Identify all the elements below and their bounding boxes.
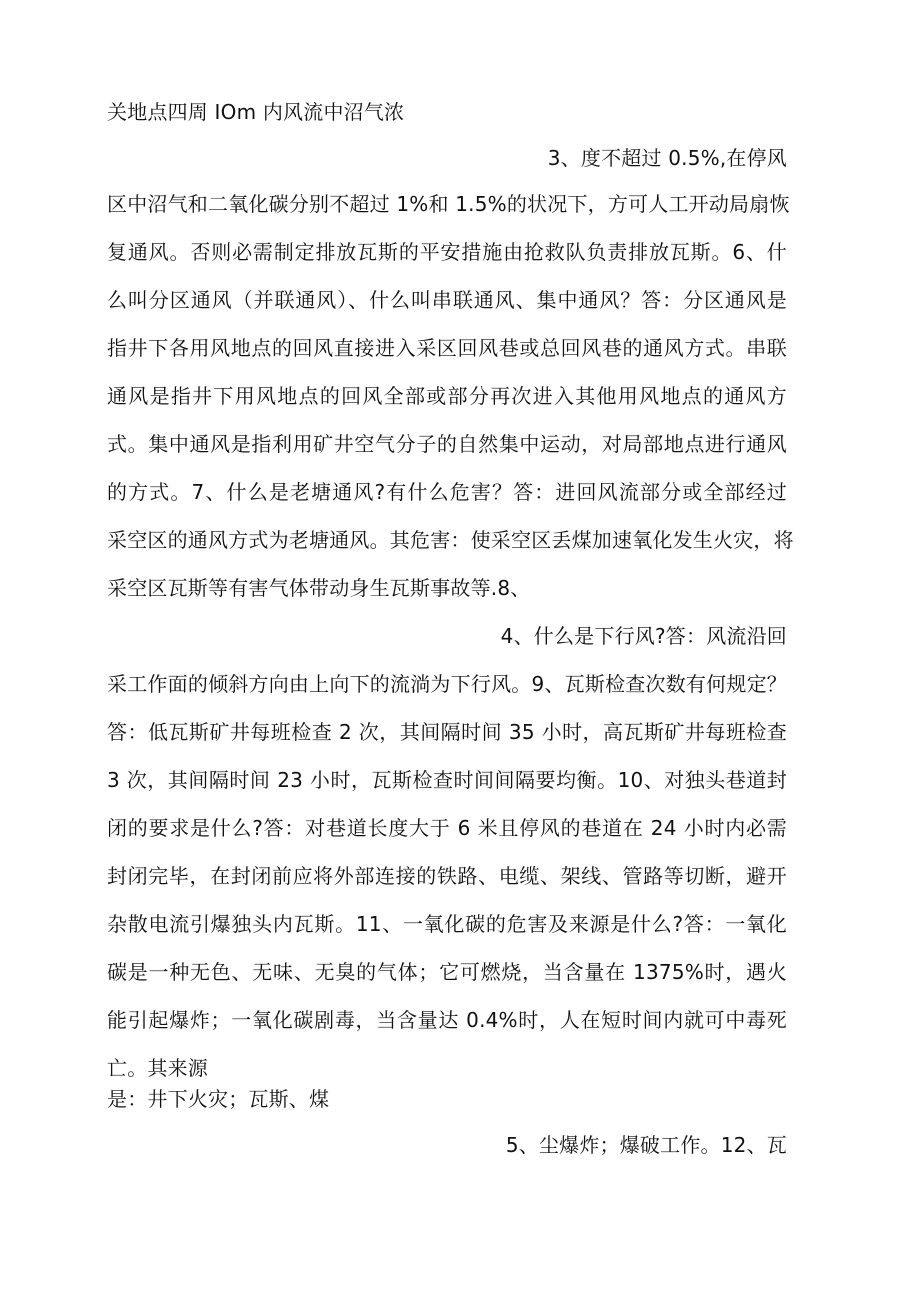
text-line: 封闭完毕，在封闭前应将外部连接的铁路、电缆、架线、管路等切断，避开 (107, 864, 787, 888)
text-line: 复通风。否则必需制定排放瓦斯的平安措施由抢救队负责排放瓦斯。6、什 (107, 240, 787, 264)
text-line: 碳是一种无色、无味、无臭的气体；它可燃烧，当含量在 1375%时，遇火 (107, 960, 787, 984)
text-line: 么叫分区通风（并联通风）、什么叫串联通风、集中通风？答：分区通风是 (107, 288, 787, 312)
text-line: 指井下各用风地点的回风直接进入采区回风巷或总回风巷的通风方式。串联 (107, 336, 787, 360)
text-line: 采工作面的倾斜方向由上向下的流淌为下行风。9、瓦斯检查次数有何规定？ (107, 672, 787, 696)
text-line: 关地点四周 IOm 内风流中沼气浓 (107, 100, 405, 124)
text-line: 5、尘爆炸；爆破工作。12、瓦 (505, 1133, 787, 1157)
text-line: 式。集中通风是指利用矿井空气分子的自然集中运动，对局部地点进行通风 (107, 432, 787, 456)
text-line: 4、什么是下行风?答：风流沿回 (500, 624, 787, 648)
text-line: 亡。其来源 (107, 1056, 208, 1080)
text-line: 闭的要求是什么?答：对巷道长度大于 6 米且停风的巷道在 24 小时内必需 (107, 816, 787, 840)
text-line: 的方式。7、什么是老塘通风?有什么危害？答：进回风流部分或全部经过 (107, 480, 787, 504)
text-line: 采空区瓦斯等有害气体带动身生瓦斯事故等.8、 (107, 576, 531, 600)
text-line: 3、度不超过 0.5%,在停风 (547, 146, 787, 170)
text-line: 区中沼气和二氧化碳分别不超过 1%和 1.5%的状况下，方可人工开动局扇恢 (107, 192, 790, 216)
text-line: 采空区的通风方式为老塘通风。其危害：使采空区丢煤加速氧化发生火灾，将 (107, 528, 794, 552)
text-line: 能引起爆炸；一氧化碳剧毒，当含量达 0.4%时，人在短时间内就可中毒死 (107, 1008, 787, 1032)
text-line: 是：井下火灾；瓦斯、煤 (107, 1087, 330, 1111)
text-line: 答：低瓦斯矿井每班检查 2 次，其间隔时间 35 小时，高瓦斯矿井每班检查 (107, 720, 787, 744)
text-line: 通风是指井下用风地点的回风全部或部分再次进入其他用风地点的通风方 (107, 384, 787, 408)
text-line: 杂散电流引爆独头内瓦斯。11、一氧化碳的危害及来源是什么?答：一氧化 (107, 912, 787, 936)
text-line: 3 次，其间隔时间 23 小时，瓦斯检查时间间隔要均衡。10、对独头巷道封 (107, 768, 787, 792)
